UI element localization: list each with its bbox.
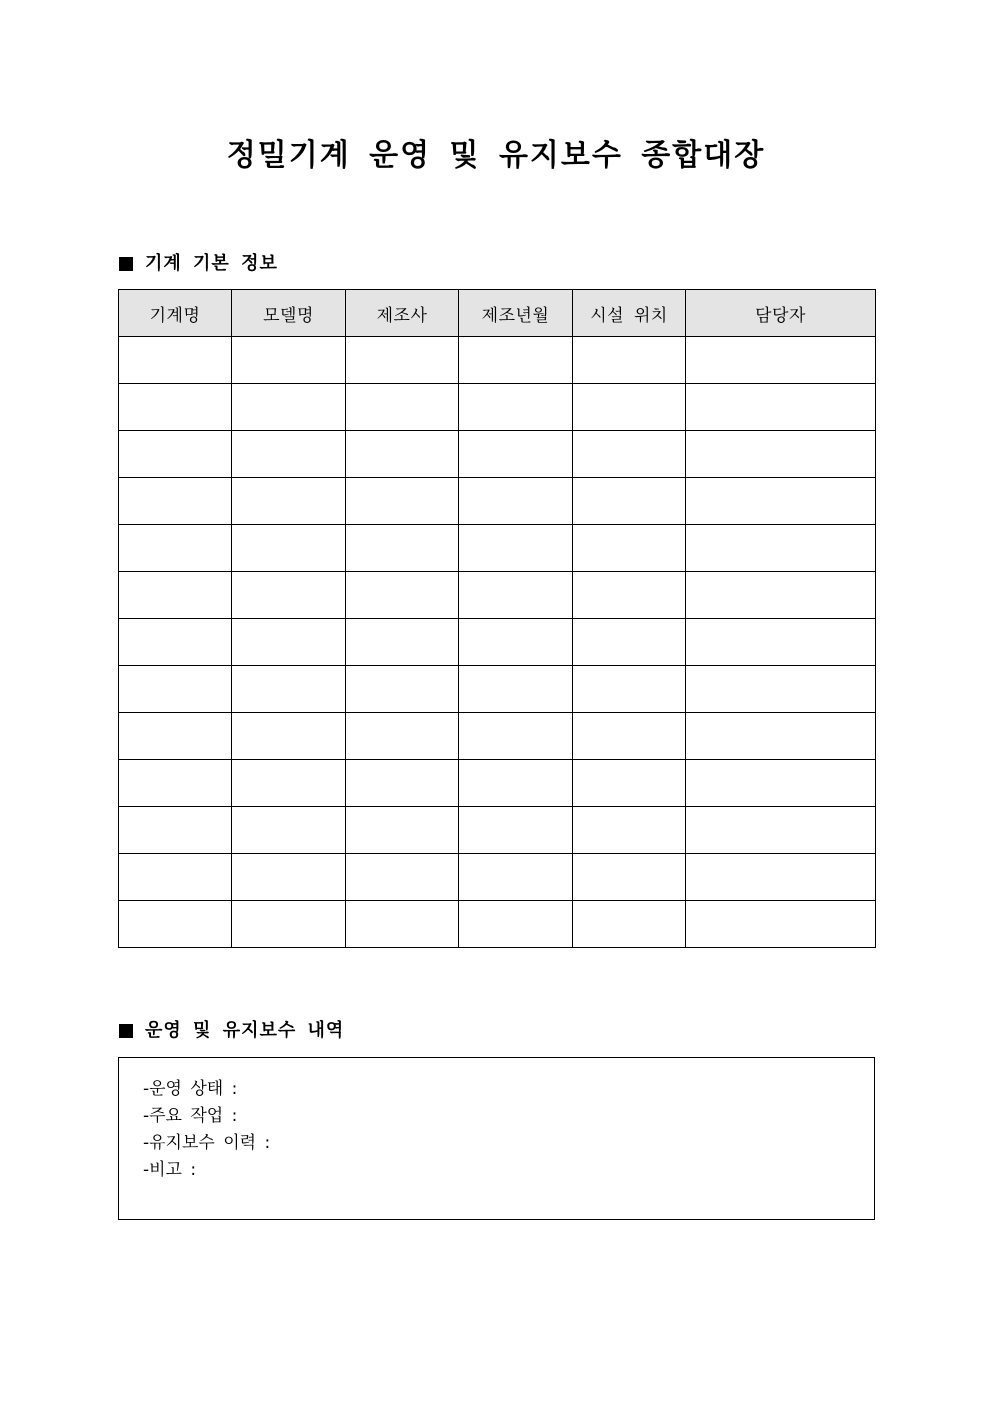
table-cell[interactable]	[346, 666, 459, 713]
table-cell[interactable]	[459, 807, 573, 854]
table-cell[interactable]	[459, 901, 573, 948]
square-bullet-icon	[119, 257, 133, 271]
table-cell[interactable]	[459, 525, 573, 572]
table-row	[119, 713, 876, 760]
table-cell[interactable]	[459, 760, 573, 807]
table-cell[interactable]	[119, 478, 232, 525]
table-row	[119, 807, 876, 854]
table-cell[interactable]	[686, 384, 876, 431]
table-cell[interactable]	[459, 619, 573, 666]
table-cell[interactable]	[459, 384, 573, 431]
column-header-facility-location: 시설 위치	[573, 290, 686, 337]
table-cell[interactable]	[232, 760, 346, 807]
table-cell[interactable]	[573, 478, 686, 525]
table-cell[interactable]	[573, 337, 686, 384]
square-bullet-icon	[119, 1024, 133, 1038]
table-cell[interactable]	[119, 807, 232, 854]
table-cell[interactable]	[232, 337, 346, 384]
table-cell[interactable]	[573, 666, 686, 713]
table-cell[interactable]	[686, 572, 876, 619]
table-cell[interactable]	[686, 478, 876, 525]
history-field-list	[143, 1076, 270, 1184]
table-cell[interactable]	[119, 760, 232, 807]
table-cell[interactable]	[686, 901, 876, 948]
table-cell[interactable]	[686, 854, 876, 901]
table-cell[interactable]	[573, 807, 686, 854]
table-cell[interactable]	[573, 619, 686, 666]
table-cell[interactable]	[686, 619, 876, 666]
table-row	[119, 478, 876, 525]
table-cell[interactable]	[232, 666, 346, 713]
table-cell[interactable]	[346, 713, 459, 760]
section-heading-basic-info	[119, 252, 278, 276]
table-cell[interactable]	[346, 431, 459, 478]
table-cell[interactable]	[119, 431, 232, 478]
operation-history-box	[118, 1057, 875, 1220]
table-row	[119, 384, 876, 431]
table-cell[interactable]	[573, 713, 686, 760]
section-heading-label: 기계 기본 정보	[145, 253, 278, 274]
table-cell[interactable]	[459, 431, 573, 478]
table-cell[interactable]	[573, 384, 686, 431]
table-cell[interactable]	[346, 478, 459, 525]
column-header-model-name: 모델명	[232, 290, 346, 337]
table-cell[interactable]	[573, 854, 686, 901]
table-cell[interactable]	[573, 572, 686, 619]
table-cell[interactable]	[232, 572, 346, 619]
table-cell[interactable]	[232, 807, 346, 854]
history-field-remarks: -비고 :	[143, 1160, 197, 1180]
table-row	[119, 760, 876, 807]
table-cell[interactable]	[119, 713, 232, 760]
table-cell[interactable]	[459, 337, 573, 384]
table-header-row	[119, 290, 876, 337]
section-heading-operation-history	[119, 1019, 344, 1043]
table-row	[119, 525, 876, 572]
history-field-maintenance-record: -유지보수 이력 :	[143, 1133, 271, 1153]
table-row	[119, 619, 876, 666]
table-cell[interactable]	[686, 666, 876, 713]
table-cell[interactable]	[686, 337, 876, 384]
table-cell[interactable]	[346, 854, 459, 901]
table-row	[119, 337, 876, 384]
machine-info-table	[118, 289, 876, 948]
table-row	[119, 572, 876, 619]
table-cell[interactable]	[232, 713, 346, 760]
table-cell[interactable]	[232, 901, 346, 948]
column-header-machine-name: 기계명	[119, 290, 232, 337]
table-row	[119, 666, 876, 713]
table-cell[interactable]	[346, 337, 459, 384]
table-cell[interactable]	[119, 337, 232, 384]
table-cell[interactable]	[346, 525, 459, 572]
table-row	[119, 901, 876, 948]
table-cell[interactable]	[686, 431, 876, 478]
table-cell[interactable]	[346, 619, 459, 666]
table-cell[interactable]	[119, 666, 232, 713]
table-cell[interactable]	[346, 384, 459, 431]
page-title: 정밀기계 운영 및 유지보수 종합대장	[226, 138, 766, 173]
table-cell[interactable]	[119, 384, 232, 431]
table-cell[interactable]	[119, 854, 232, 901]
column-header-manufacturer: 제조사	[346, 290, 459, 337]
table-cell[interactable]	[573, 525, 686, 572]
table-cell[interactable]	[346, 572, 459, 619]
table-cell[interactable]	[232, 384, 346, 431]
table-cell[interactable]	[232, 619, 346, 666]
table-cell[interactable]	[573, 431, 686, 478]
table-cell[interactable]	[459, 478, 573, 525]
table-cell[interactable]	[119, 525, 232, 572]
table-cell[interactable]	[119, 572, 232, 619]
table-cell[interactable]	[232, 525, 346, 572]
table-cell[interactable]	[232, 478, 346, 525]
table-cell[interactable]	[573, 760, 686, 807]
table-cell[interactable]	[686, 525, 876, 572]
table-cell[interactable]	[459, 713, 573, 760]
table-cell[interactable]	[346, 760, 459, 807]
table-cell[interactable]	[686, 807, 876, 854]
table-cell[interactable]	[346, 807, 459, 854]
table-cell[interactable]	[119, 619, 232, 666]
column-header-manufacture-date: 제조년월	[459, 290, 573, 337]
table-cell[interactable]	[686, 713, 876, 760]
table-cell[interactable]	[346, 901, 459, 948]
table-row	[119, 854, 876, 901]
table-cell[interactable]	[232, 431, 346, 478]
table-cell[interactable]	[459, 572, 573, 619]
column-header-person-in-charge: 담당자	[686, 290, 876, 337]
table-row	[119, 431, 876, 478]
section-heading-label: 운영 및 유지보수 내역	[145, 1020, 345, 1041]
table-cell[interactable]	[232, 854, 346, 901]
table-cell[interactable]	[573, 901, 686, 948]
table-cell[interactable]	[686, 760, 876, 807]
table-cell[interactable]	[459, 854, 573, 901]
table-cell[interactable]	[119, 901, 232, 948]
table-cell[interactable]	[459, 666, 573, 713]
history-field-main-work: -주요 작업 :	[143, 1106, 238, 1126]
history-field-operation-status: -운영 상태 :	[143, 1079, 238, 1099]
